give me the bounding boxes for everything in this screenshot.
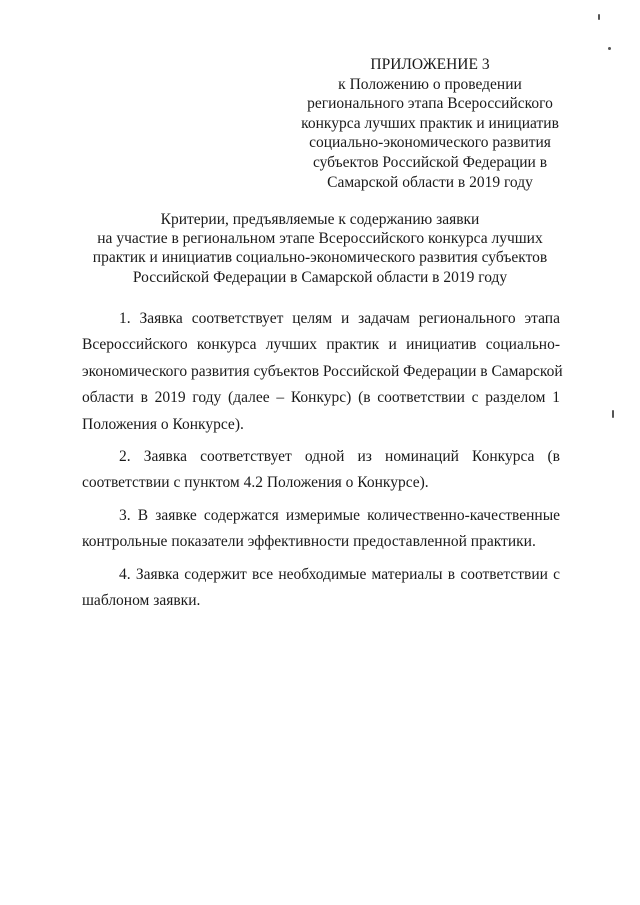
criterion-text-row: 1. Заявка соответствует целям и задачам регионального этапа	[119, 310, 560, 327]
criterion-text-row: 2. Заявка соответствует одной из номинаций Конкурса (в	[119, 448, 560, 466]
appendix-line: социально-экономического развития	[309, 134, 551, 152]
criterion-text-row: области в 2019 году (далее – Конкурс) (в соответствии с разделом 1	[82, 389, 560, 407]
criterion-text-row: контрольные показатели эффективности предоставленной практики.	[82, 533, 536, 551]
scan-speck	[598, 14, 600, 20]
appendix-line: регионального этапа Всероссийского	[307, 95, 553, 113]
title-line: Российской Федерации в Самарской области в 2019 году	[132, 268, 508, 286]
criterion-text-row: соответствии с пунктом 4.2 Положения о Конкурсе).	[82, 474, 429, 492]
title-line: Критерии, предъявляемые к содержанию заявки	[160, 211, 480, 228]
appendix-line: конкурса лучших практик и инициатив	[301, 114, 559, 132]
appendix-header	[290, 55, 570, 192]
criterion-text-row: 3. В заявке содержатся измеримые количественно-качественные	[119, 506, 560, 524]
criteria-list	[82, 306, 563, 620]
scan-speck	[612, 410, 614, 418]
criterion-2	[82, 444, 560, 497]
document-title	[60, 210, 580, 287]
criterion-text-row: экономического развития субъектов Российской Федерации в Самарской	[82, 362, 563, 380]
title-line: на участие в региональном этапе Всероссийского конкурса лучших	[97, 230, 543, 248]
appendix-line: субъектов Российской Федерации в	[312, 153, 548, 171]
criterion-1	[82, 306, 563, 438]
criterion-text-row: Положения о Конкурсе).	[82, 415, 244, 433]
criterion-text-row: шаблоном заявки.	[82, 592, 201, 610]
criterion-text-row: Всероссийского конкурса лучших практик и инициатив социально-	[82, 336, 560, 354]
appendix-line: Самарской области в 2019 году	[327, 173, 533, 191]
scan-speck	[608, 47, 611, 50]
appendix-number: ПРИЛОЖЕНИЕ 3	[370, 56, 490, 73]
appendix-line: к Положению о проведении	[338, 75, 522, 93]
criterion-3	[82, 503, 560, 556]
title-line: практик и инициатив социально-экономического развития субъектов	[92, 249, 548, 267]
criterion-4	[82, 562, 560, 615]
criterion-text-row: 4. Заявка содержит все необходимые материалы в соответствии с	[119, 565, 560, 583]
